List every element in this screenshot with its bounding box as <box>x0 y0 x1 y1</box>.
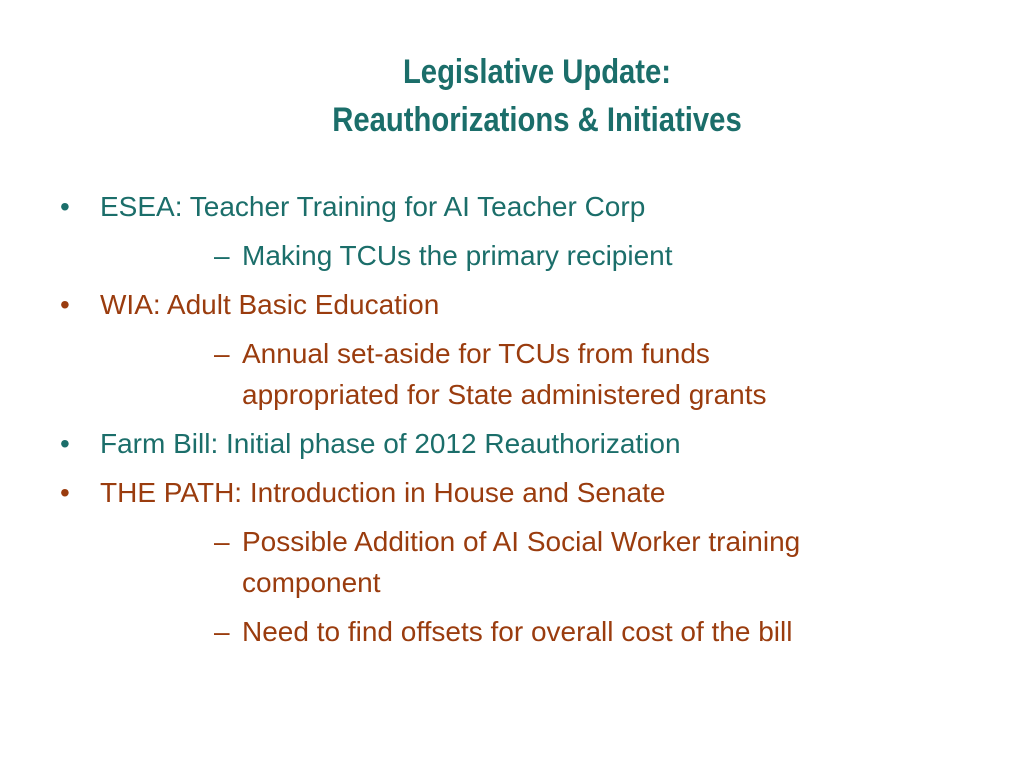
bullet-wia: WIA: Adult Basic Education <box>100 289 440 320</box>
sub-bullet-marker: – <box>214 338 230 369</box>
sub-bullet-wia-1-line-2: appropriated for State administered grants <box>242 379 767 410</box>
title-line-2: Reauthorizations & Initiatives <box>332 101 742 139</box>
bullet-marker: • <box>60 477 70 508</box>
sub-bullet-wia-1-line-1: Annual set-aside for TCUs from funds <box>242 338 710 369</box>
sub-bullet-marker: – <box>214 526 230 557</box>
sub-bullet-marker: – <box>214 616 230 647</box>
sub-bullet-path-1-line-2: component <box>242 567 381 598</box>
bullet-marker: • <box>60 289 70 320</box>
bullet-the-path: THE PATH: Introduction in House and Senate <box>100 477 666 508</box>
title-line-1: Legislative Update: <box>402 53 672 91</box>
sub-bullet-esea-1: Making TCUs the primary recipient <box>242 240 673 271</box>
bullet-esea: ESEA: Teacher Training for AI Teacher Corp <box>100 191 646 222</box>
bullet-marker: • <box>60 191 70 222</box>
sub-bullet-path-1-line-1: Possible Addition of AI Social Worker training <box>242 526 801 557</box>
bullet-farm-bill: Farm Bill: Initial phase of 2012 Reauthorization <box>100 428 681 459</box>
bullet-marker: • <box>60 428 70 459</box>
sub-bullet-path-2: Need to find offsets for overall cost of the bill <box>242 616 793 647</box>
sub-bullet-marker: – <box>214 240 230 271</box>
